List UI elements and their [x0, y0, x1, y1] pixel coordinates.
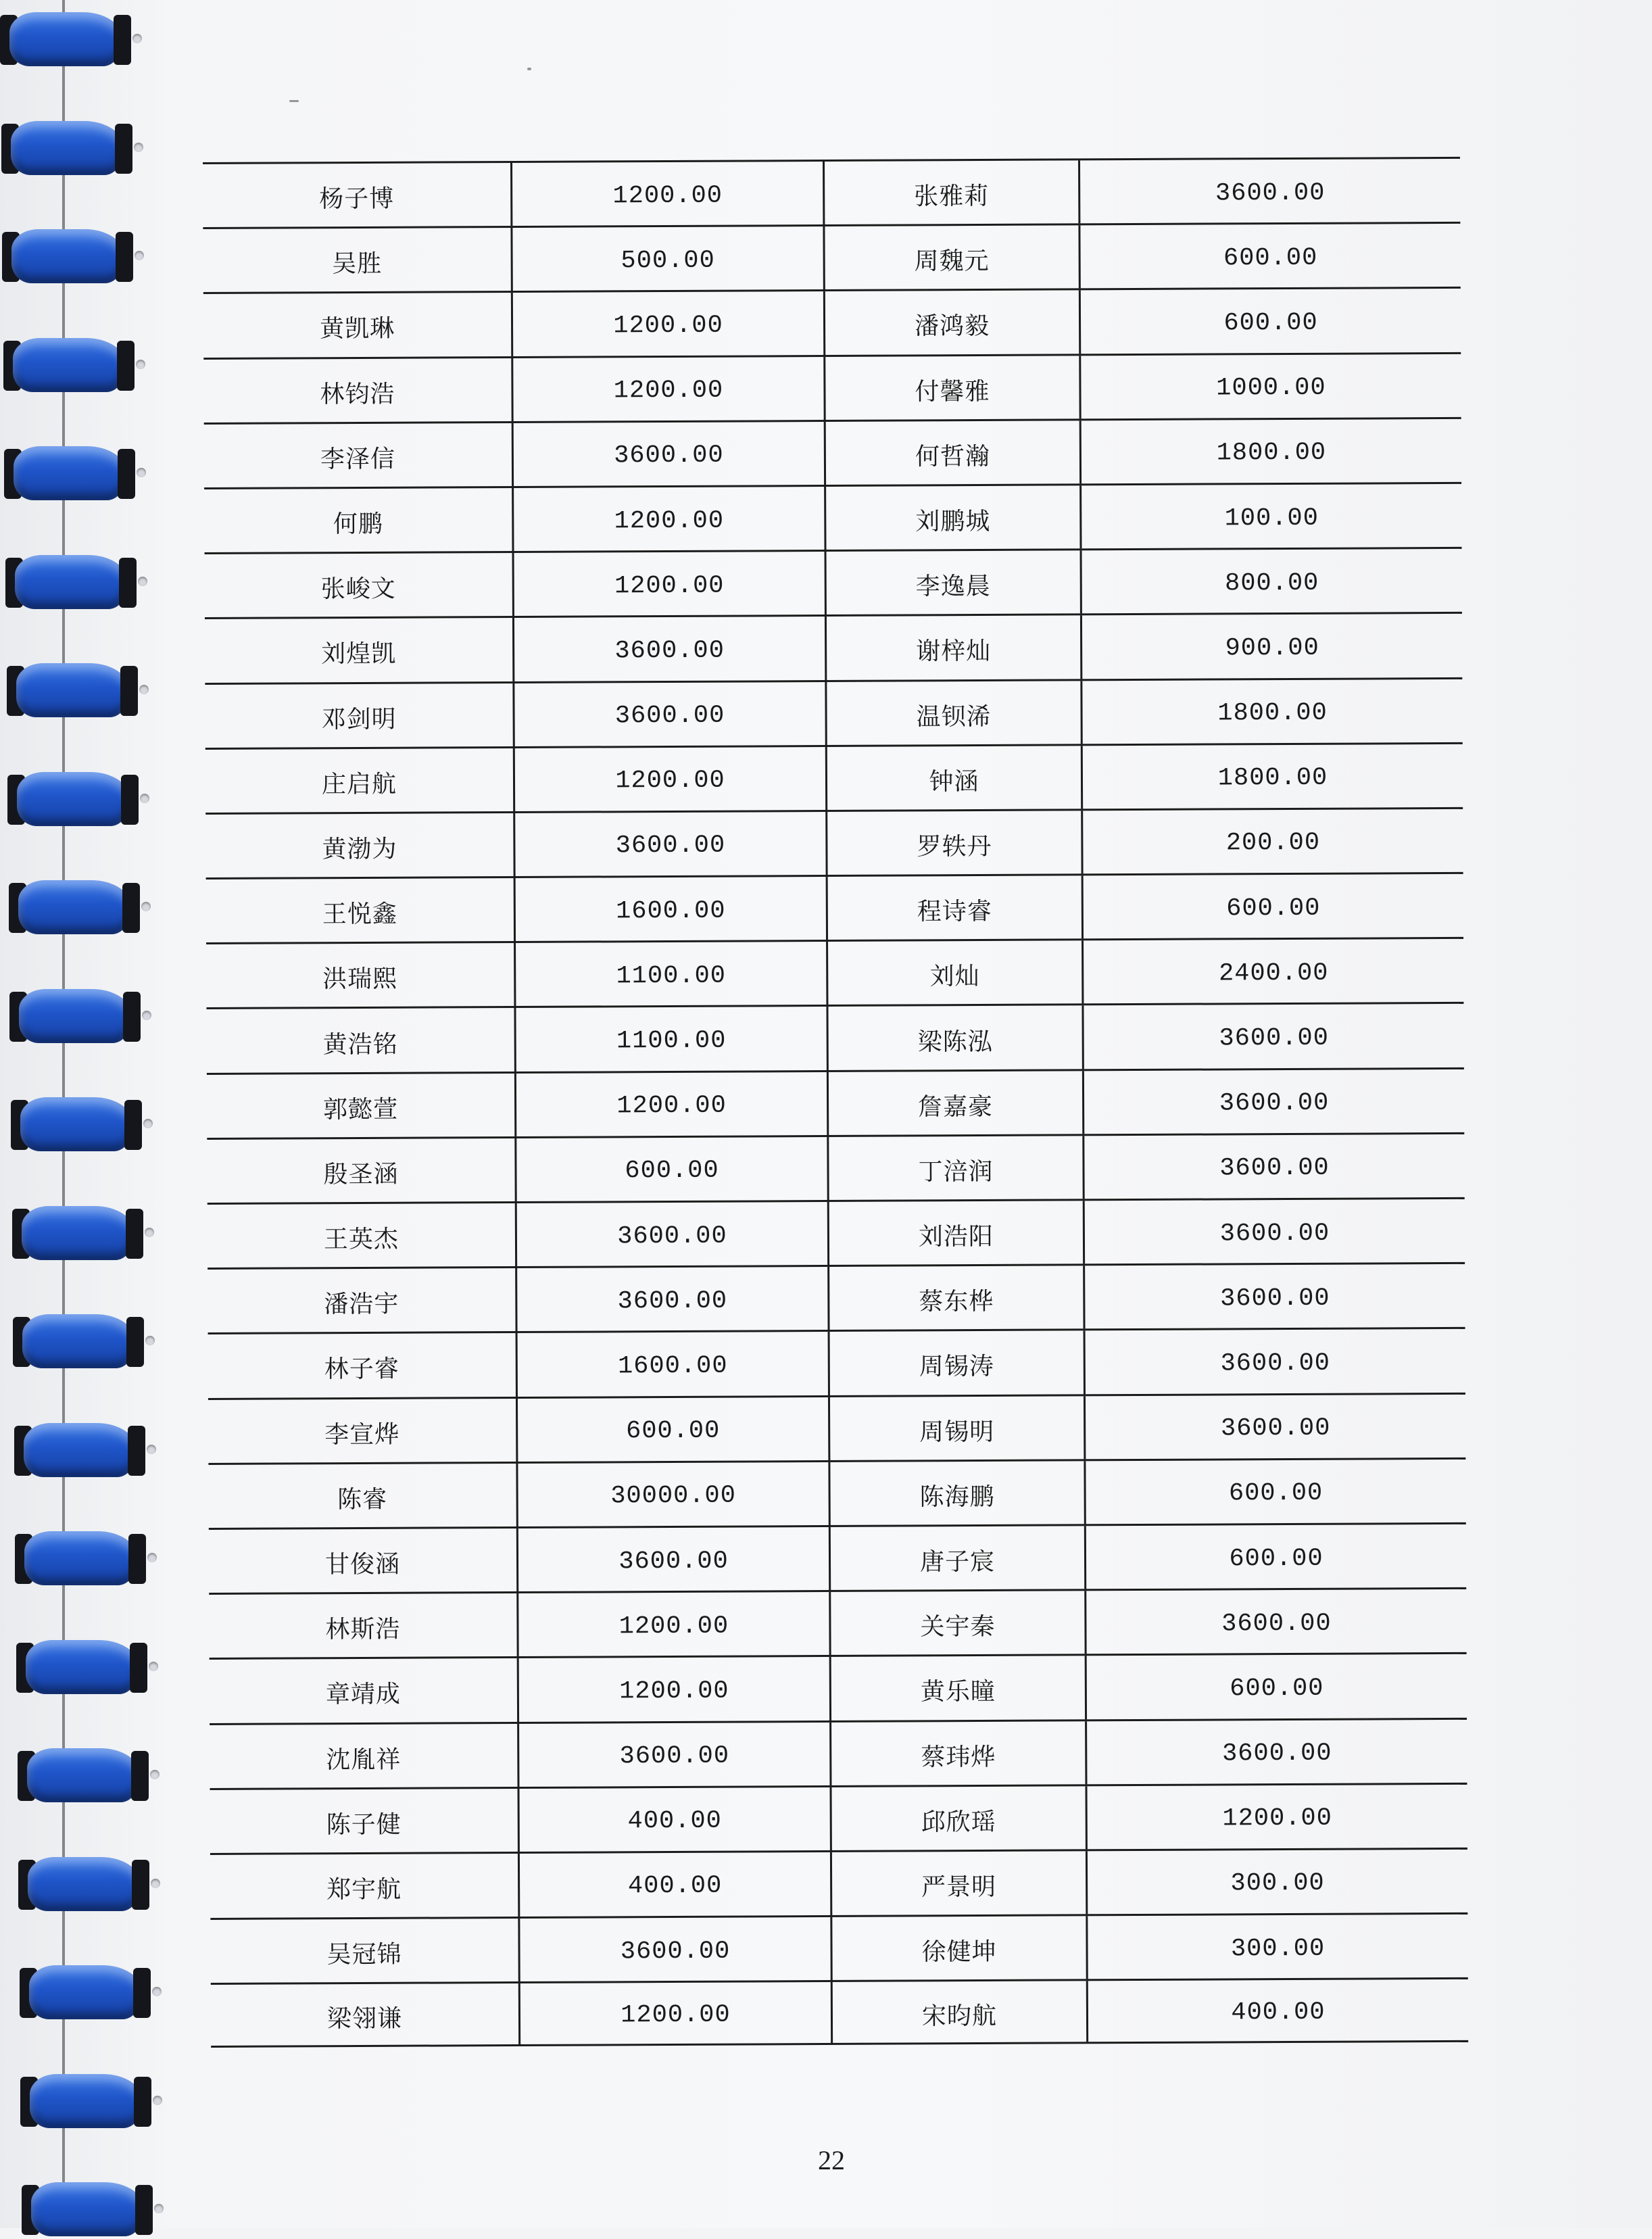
- amount-cell: 3600.00: [1219, 1024, 1329, 1053]
- amount-cell: 1100.00: [516, 1007, 828, 1071]
- name-cell: 蔡玮烨: [831, 1721, 1087, 1785]
- binding-ring: [18, 1743, 146, 1805]
- binding-ring: [4, 441, 132, 503]
- name-cell: 潘浩宇: [208, 1268, 517, 1332]
- table-row: [206, 937, 1463, 1007]
- ring-band: [20, 1097, 134, 1151]
- name-cell: 李宣烨: [208, 1399, 518, 1463]
- binding-ring: [13, 1309, 141, 1371]
- name-cell: 周锡明: [830, 1396, 1086, 1460]
- amount-cell: 400.00: [520, 1852, 832, 1917]
- ring-band: [11, 229, 125, 283]
- punch-hole: [136, 360, 145, 369]
- ring-end: [130, 1643, 147, 1693]
- amount-cell: 900.00: [1225, 633, 1319, 663]
- name-cell: 何哲瀚: [826, 420, 1082, 485]
- name-cell: 周魏元: [825, 226, 1080, 290]
- amount-cell: 1600.00: [518, 1332, 830, 1396]
- amount-cell: 600.00: [516, 1137, 829, 1201]
- amount-cell: 1200.00: [518, 1592, 831, 1656]
- name-cell: 殷圣涵: [207, 1138, 516, 1203]
- amount-cell: 1800.00: [1217, 698, 1328, 728]
- ring-band: [24, 1423, 137, 1477]
- name-cell: 林子睿: [208, 1333, 518, 1397]
- binding-ring: [9, 875, 137, 937]
- donation-table: [203, 157, 1468, 2048]
- name-cell: 程诗睿: [828, 875, 1084, 940]
- name-cell: 郑宇航: [210, 1854, 520, 1918]
- name-cell: 温钡浠: [827, 681, 1082, 745]
- punch-hole: [151, 1879, 160, 1888]
- ring-band: [9, 12, 123, 66]
- name-cell: 何鹏: [204, 488, 514, 552]
- name-cell: 黄凯琳: [203, 293, 513, 357]
- ring-band: [17, 772, 130, 826]
- name-cell: 郭懿萱: [207, 1074, 516, 1138]
- table-row: [208, 1197, 1465, 1268]
- table-row: [206, 872, 1463, 942]
- name-cell: 宋昀航: [833, 1981, 1088, 2044]
- table-row: [203, 157, 1460, 227]
- amount-cell: 1200.00: [1222, 1804, 1333, 1833]
- ring-band: [29, 1965, 143, 2019]
- name-cell: 陈睿: [208, 1464, 518, 1528]
- table-row: [210, 1848, 1467, 1918]
- ring-band: [18, 880, 132, 934]
- ring-end: [118, 449, 135, 499]
- punch-hole: [134, 143, 143, 152]
- amount-cell: 300.00: [1230, 1934, 1326, 1964]
- name-cell: 林斯浩: [209, 1593, 518, 1658]
- binding-ring: [2, 224, 130, 286]
- ring-end: [131, 1751, 149, 1801]
- amount-cell: 1100.00: [516, 942, 828, 1006]
- amount-cell: 600.00: [1223, 243, 1318, 273]
- name-cell: 罗轶丹: [827, 811, 1083, 875]
- binding-ring: [22, 2177, 150, 2239]
- ring-end: [122, 883, 140, 933]
- amount-cell: 600.00: [1226, 894, 1321, 923]
- table-row: [203, 352, 1461, 422]
- amount-cell: 3600.00: [518, 1527, 831, 1591]
- punch-hole: [141, 902, 151, 911]
- table-row: [207, 1067, 1464, 1137]
- amount-cell: 3600.00: [517, 1202, 829, 1266]
- ring-end: [128, 1426, 145, 1476]
- binding-ring: [12, 1201, 141, 1263]
- ring-band: [24, 1531, 138, 1585]
- name-cell: 王悦鑫: [206, 878, 516, 942]
- ring-end: [135, 2185, 153, 2235]
- table-row: [208, 1458, 1465, 1528]
- amount-cell: 1800.00: [1217, 764, 1328, 793]
- name-cell: 邱欣瑶: [831, 1786, 1087, 1850]
- punch-hole: [149, 1662, 158, 1671]
- punch-hole: [147, 1553, 157, 1562]
- name-cell: 洪瑞熙: [206, 943, 516, 1007]
- amount-cell: 600.00: [1228, 1479, 1323, 1508]
- amount-cell: 3600.00: [1219, 1088, 1330, 1118]
- table-row: [205, 807, 1463, 877]
- amount-cell: 600.00: [1230, 1674, 1324, 1704]
- ring-end: [121, 775, 139, 825]
- punch-hole: [135, 251, 144, 260]
- amount-cell: 1200.00: [514, 487, 826, 551]
- ring-end: [134, 2077, 151, 2127]
- punch-hole: [154, 2204, 164, 2213]
- binding-ring: [0, 7, 128, 69]
- amount-cell: 200.00: [1225, 829, 1321, 858]
- table-row: [211, 1977, 1468, 2048]
- punch-hole: [140, 794, 149, 803]
- punch-hole: [150, 1770, 160, 1779]
- amount-cell: 1600.00: [516, 877, 828, 941]
- amount-cell: 600.00: [1229, 1544, 1323, 1573]
- name-cell: 梁翎谦: [211, 1983, 520, 2046]
- binding-ring: [16, 1635, 145, 1697]
- amount-cell: 3600.00: [519, 1722, 831, 1786]
- table-row: [207, 1132, 1464, 1203]
- name-cell: 王英杰: [208, 1203, 517, 1268]
- amount-cell: 800.00: [1225, 569, 1319, 598]
- ring-band: [31, 2182, 145, 2236]
- name-cell: 张峻文: [205, 553, 514, 617]
- punch-hole: [132, 34, 142, 43]
- amount-cell: 300.00: [1230, 1869, 1325, 1898]
- table-row: [209, 1522, 1466, 1593]
- table-row: [204, 417, 1461, 487]
- punch-hole: [145, 1228, 154, 1237]
- ring-band: [19, 989, 132, 1043]
- binding-ring: [9, 984, 138, 1046]
- name-cell: 陈海鹏: [830, 1461, 1086, 1525]
- name-cell: 李逸晨: [827, 550, 1082, 615]
- name-cell: 刘浩阳: [829, 1201, 1085, 1265]
- amount-cell: 3600.00: [520, 1917, 832, 1981]
- name-cell: 谢梓灿: [827, 616, 1082, 680]
- amount-cell: 1200.00: [516, 1072, 829, 1136]
- name-cell: 周锡涛: [830, 1331, 1086, 1395]
- ring-band: [26, 1640, 139, 1694]
- amount-cell: 3600.00: [1219, 1219, 1330, 1249]
- table-row: [210, 1783, 1467, 1853]
- amount-cell: 100.00: [1224, 504, 1319, 533]
- name-cell: 李泽信: [204, 423, 514, 487]
- amount-cell: 400.00: [1231, 1998, 1326, 2027]
- ring-end: [119, 558, 137, 608]
- name-cell: 付馨雅: [825, 356, 1081, 420]
- amount-cell: 3600.00: [514, 681, 827, 746]
- binding-ring: [5, 550, 134, 612]
- ring-band: [27, 1748, 141, 1802]
- name-cell: 唐子宸: [831, 1526, 1086, 1590]
- name-cell: 刘鹏城: [826, 485, 1082, 550]
- binding-ring: [11, 1092, 139, 1154]
- amount-cell: 3600.00: [517, 1267, 829, 1331]
- name-cell: 徐健坤: [832, 1916, 1088, 1980]
- amount-cell: 3600.00: [514, 422, 826, 486]
- ring-end: [124, 1100, 142, 1150]
- table-row: [208, 1327, 1465, 1397]
- table-row: [210, 1717, 1467, 1787]
- amount-cell: 1200.00: [513, 357, 825, 421]
- name-cell: 丁涪润: [829, 1136, 1084, 1200]
- name-cell: 邓剑明: [205, 683, 514, 747]
- ring-band: [28, 1857, 141, 1911]
- amount-cell: 3600.00: [515, 812, 827, 876]
- amount-cell: 3600.00: [1220, 1349, 1331, 1378]
- name-cell: 刘灿: [828, 941, 1084, 1005]
- amount-cell: 2400.00: [1218, 959, 1329, 988]
- name-cell: 张雅莉: [825, 160, 1080, 224]
- binding-ring: [7, 658, 135, 720]
- amount-cell: 3600.00: [1220, 1284, 1330, 1314]
- paper-speck: [289, 100, 299, 102]
- amount-cell: 1200.00: [514, 552, 827, 616]
- table-row: [203, 287, 1461, 357]
- amount-cell: 1200.00: [515, 747, 827, 811]
- ring-band: [30, 2074, 143, 2128]
- amount-cell: 1200.00: [513, 291, 825, 356]
- binding-ring: [20, 2069, 149, 2131]
- name-cell: 梁陈泓: [828, 1006, 1084, 1070]
- name-cell: 吴冠锦: [210, 1919, 520, 1983]
- table-row: [205, 547, 1462, 617]
- table-row: [208, 1392, 1465, 1462]
- ring-end: [114, 15, 131, 65]
- name-cell: 吴胜: [203, 228, 512, 292]
- ring-band: [14, 446, 127, 500]
- name-cell: 章靖成: [210, 1658, 519, 1723]
- name-cell: 刘煌凯: [205, 618, 514, 682]
- name-cell: 蔡东桦: [829, 1266, 1085, 1330]
- amount-cell: 1200.00: [512, 162, 825, 226]
- ring-end: [126, 1209, 143, 1259]
- amount-cell: 400.00: [520, 1787, 832, 1852]
- amount-cell: 1000.00: [1216, 373, 1326, 403]
- amount-cell: 1200.00: [520, 1982, 833, 2044]
- binding-ring: [18, 1852, 147, 1914]
- amount-cell: 30000.00: [518, 1462, 830, 1526]
- punch-hole: [152, 1987, 162, 1996]
- amount-cell: 3600.00: [514, 617, 827, 681]
- name-cell: 潘鸿毅: [825, 291, 1081, 355]
- name-cell: 林钧浩: [203, 358, 513, 423]
- punch-hole: [139, 685, 149, 694]
- name-cell: 甘俊涵: [209, 1528, 518, 1593]
- name-cell: 关宇秦: [831, 1591, 1086, 1655]
- name-cell: 陈子健: [210, 1789, 520, 1853]
- table-row: [205, 612, 1462, 682]
- table-row: [206, 1002, 1463, 1072]
- ring-band: [22, 1314, 136, 1368]
- punch-hole: [147, 1445, 156, 1454]
- name-cell: 杨子博: [203, 163, 512, 227]
- ring-end: [128, 1534, 146, 1584]
- amount-cell: 600.00: [1223, 308, 1318, 338]
- amount-cell: 3600.00: [1220, 1414, 1331, 1443]
- ring-end: [123, 992, 141, 1042]
- ring-band: [11, 121, 124, 175]
- ring-end: [133, 1968, 151, 2018]
- amount-cell: 3600.00: [1221, 1739, 1332, 1768]
- punch-hole: [153, 2096, 162, 2105]
- binding-ring: [3, 333, 132, 395]
- name-cell: 黄渤为: [205, 813, 515, 877]
- table-row: [205, 677, 1462, 747]
- punch-hole: [138, 577, 147, 586]
- binding-ring: [14, 1418, 143, 1480]
- table-row: [208, 1262, 1465, 1332]
- table-row: [210, 1652, 1467, 1723]
- table-row: [209, 1587, 1466, 1658]
- ring-end: [115, 124, 132, 174]
- ring-band: [13, 338, 126, 392]
- spiral-binding: [0, 0, 155, 2228]
- amount-cell: 600.00: [518, 1397, 830, 1462]
- name-cell: 庄启航: [205, 748, 515, 813]
- punch-hole: [145, 1336, 155, 1345]
- ring-band: [15, 555, 128, 609]
- binding-ring: [15, 1526, 143, 1588]
- table-row: [205, 742, 1463, 813]
- table-row: [204, 482, 1461, 552]
- table-row: [210, 1912, 1467, 1983]
- ring-end: [126, 1317, 144, 1367]
- ring-band: [22, 1206, 135, 1260]
- name-cell: 钟涵: [827, 746, 1083, 810]
- table-row: [203, 222, 1460, 292]
- ring-band: [16, 663, 130, 717]
- amount-cell: 500.00: [512, 226, 825, 291]
- name-cell: 黄乐瞳: [831, 1656, 1087, 1720]
- amount-cell: 1200.00: [519, 1657, 831, 1721]
- binding-ring: [20, 1960, 148, 2022]
- ring-end: [116, 232, 133, 282]
- name-cell: 黄浩铭: [206, 1008, 516, 1072]
- ring-end: [132, 1860, 149, 1910]
- ring-end: [117, 341, 135, 391]
- amount-cell: 3600.00: [1221, 1609, 1332, 1639]
- name-cell: 詹嘉豪: [829, 1071, 1084, 1135]
- name-cell: 严景明: [832, 1851, 1088, 1915]
- punch-hole: [142, 1011, 151, 1020]
- paper-speck: [527, 68, 531, 70]
- amount-cell: 3600.00: [1219, 1154, 1330, 1183]
- amount-cell: 1800.00: [1216, 439, 1327, 468]
- punch-hole: [143, 1119, 153, 1128]
- binding-ring: [1, 116, 130, 178]
- name-cell: 沈胤祥: [210, 1723, 519, 1787]
- page-number: 22: [818, 2145, 845, 2175]
- ring-end: [120, 666, 138, 716]
- amount-cell: 3600.00: [1215, 178, 1326, 208]
- punch-hole: [137, 468, 146, 477]
- binding-ring: [7, 767, 136, 829]
